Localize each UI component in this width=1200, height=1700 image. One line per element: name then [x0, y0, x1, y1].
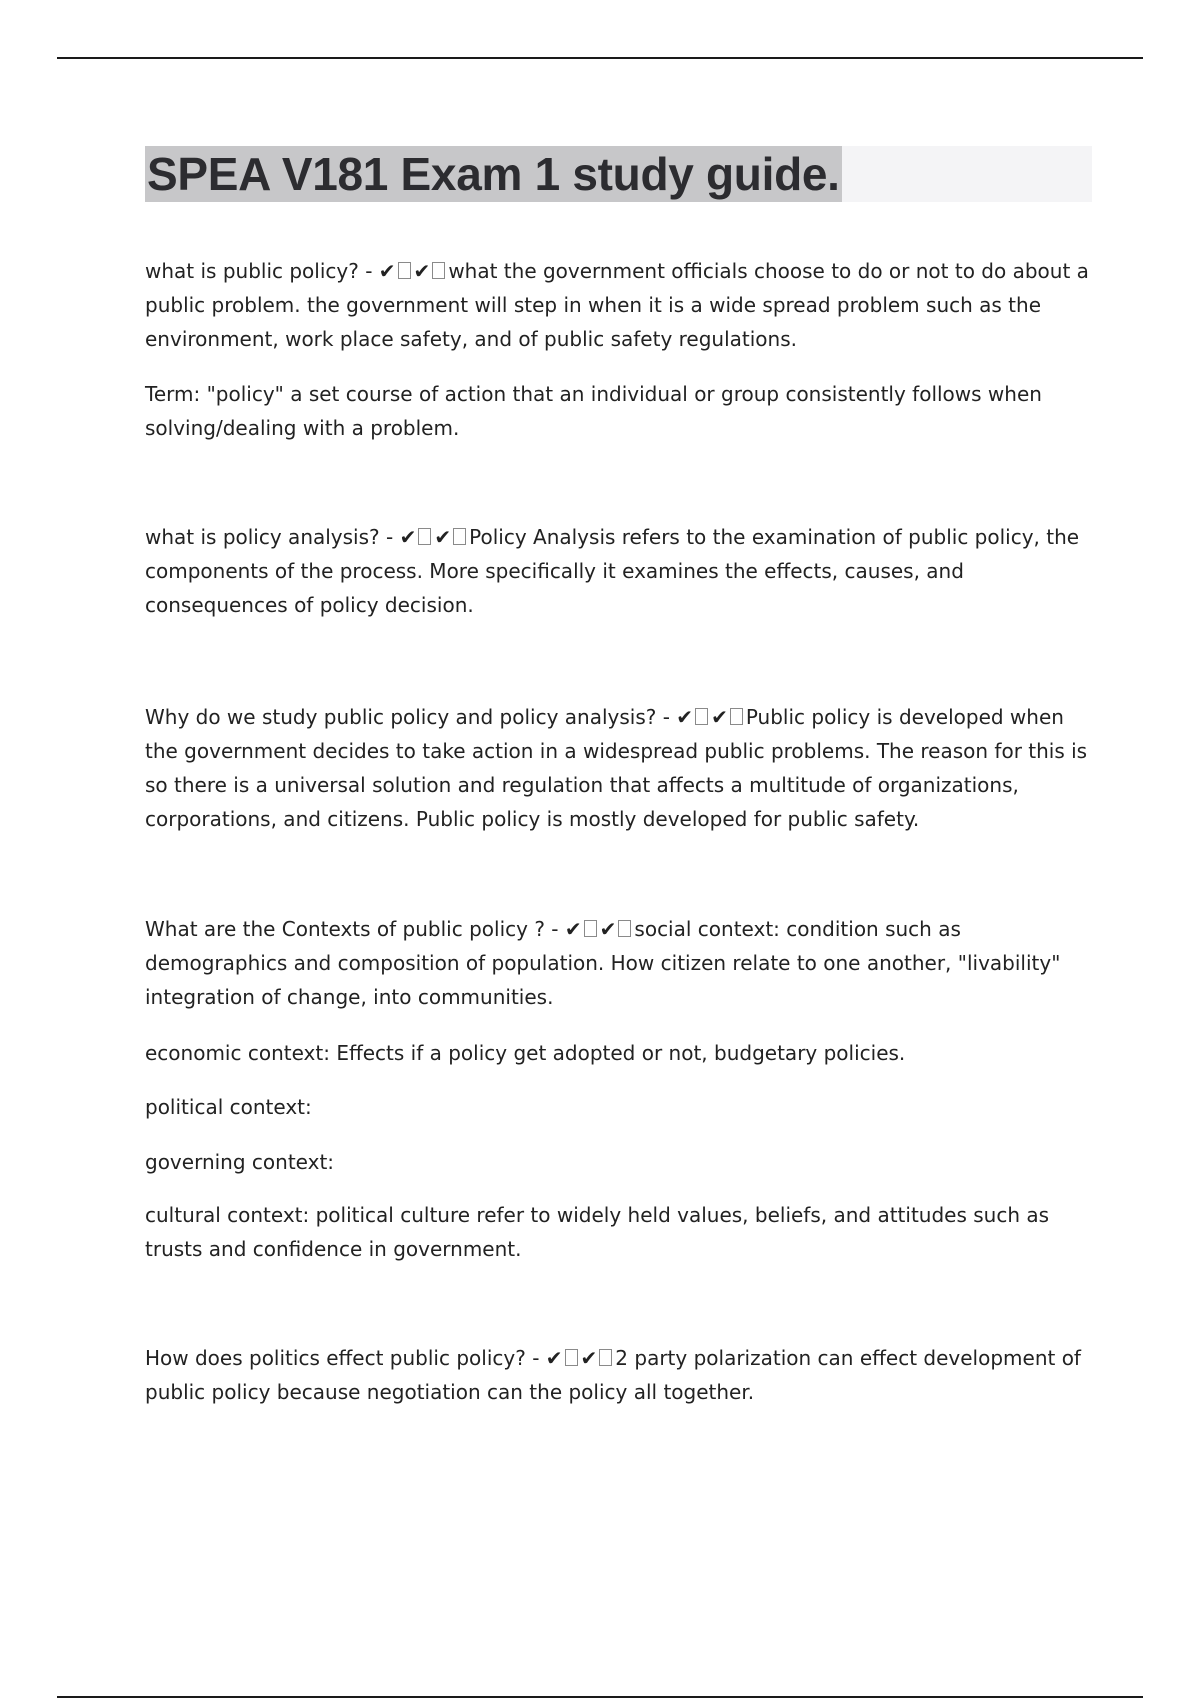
- qa-block-why-study: [145, 700, 1100, 836]
- qa-paragraph: [145, 254, 1100, 356]
- check-icon: ✔: [378, 259, 396, 283]
- check-icon: ✔: [580, 1346, 598, 1370]
- qa-paragraph: [145, 700, 1100, 836]
- empty-box-icon: [453, 528, 466, 545]
- empty-box-icon: [599, 1349, 612, 1366]
- answer-text: social context: condition such as demographics and composition of population. How citizen relate to one another, "livability" integration of change, into communities.: [145, 917, 1061, 1009]
- check-icon: ✔: [434, 525, 452, 549]
- footer-rule: [57, 1696, 1143, 1698]
- check-icon: ✔: [564, 917, 582, 941]
- header-rule: [57, 57, 1143, 59]
- qa-block-public-policy: [145, 254, 1100, 356]
- qa-paragraph: [145, 520, 1100, 622]
- question-text: Why do we study public policy and policy analysis? -: [145, 705, 677, 729]
- question-text: what is public policy? -: [145, 259, 379, 283]
- qa-paragraph: [145, 912, 1100, 1014]
- check-icon: ✔: [676, 705, 694, 729]
- empty-box-icon: [398, 262, 411, 279]
- qa-block-policy-analysis: [145, 520, 1100, 622]
- context-paragraph: cultural context: political culture refer to widely held values, beliefs, and attitudes such as trusts and confidence in government.: [145, 1203, 1050, 1261]
- term-block-policy: [145, 377, 1100, 445]
- document-title: SPEA V181 Exam 1 study guide.: [147, 148, 840, 200]
- empty-box-icon: [432, 262, 445, 279]
- check-icon: ✔: [545, 1346, 563, 1370]
- check-icon: ✔: [399, 525, 417, 549]
- empty-box-icon: [695, 708, 708, 725]
- cultural-context-block: [145, 1198, 1100, 1266]
- empty-box-icon: [584, 920, 597, 937]
- check-icon: ✔: [413, 259, 431, 283]
- term-paragraph: Term: "policy" a set course of action that an individual or group consistently follows when solving/dealing with a problem.: [145, 382, 1042, 440]
- question-text: what is policy analysis? -: [145, 525, 400, 549]
- question-text: What are the Contexts of public policy ? -: [145, 917, 565, 941]
- qa-block-contexts: [145, 912, 1100, 1014]
- context-paragraph: political context:: [145, 1095, 312, 1119]
- title-highlight: [145, 146, 1092, 202]
- answer-text: 2 party polarization can effect development of public policy because negotiation can the policy all together.: [145, 1346, 1081, 1404]
- check-icon: ✔: [599, 917, 617, 941]
- question-text: How does politics effect public policy? -: [145, 1346, 546, 1370]
- context-paragraph: economic context: Effects if a policy get adopted or not, budgetary policies.: [145, 1041, 906, 1065]
- empty-box-icon: [565, 1349, 578, 1366]
- answer-text: Public policy is developed when the government decides to take action in a widespread public problems. The reason for this is so there is a universal solution and regulation that affects a multitude of organizations, corporations, and citizens. Public policy is mostly developed for public safety.: [145, 705, 1088, 831]
- qa-block-politics-effect: [145, 1341, 1100, 1409]
- context-paragraph: governing context:: [145, 1150, 335, 1174]
- empty-box-icon: [730, 708, 743, 725]
- check-icon: ✔: [711, 705, 728, 729]
- answer-text: what the government officials choose to do or not to do about a public problem. the government will step in when it is a wide spread problem such as the environment, work place safety, and of public safety regulations.: [145, 259, 1089, 351]
- economic-context-block: [145, 1036, 1100, 1070]
- empty-box-icon: [618, 920, 631, 937]
- governing-context-block: [145, 1145, 1100, 1179]
- political-context-block: [145, 1090, 1100, 1124]
- answer-text: Policy Analysis refers to the examination of public policy, the components of the process. More specifically it examines the effects, causes, and consequences of policy decision.: [145, 525, 1080, 617]
- qa-paragraph: [145, 1341, 1100, 1409]
- empty-box-icon: [418, 528, 431, 545]
